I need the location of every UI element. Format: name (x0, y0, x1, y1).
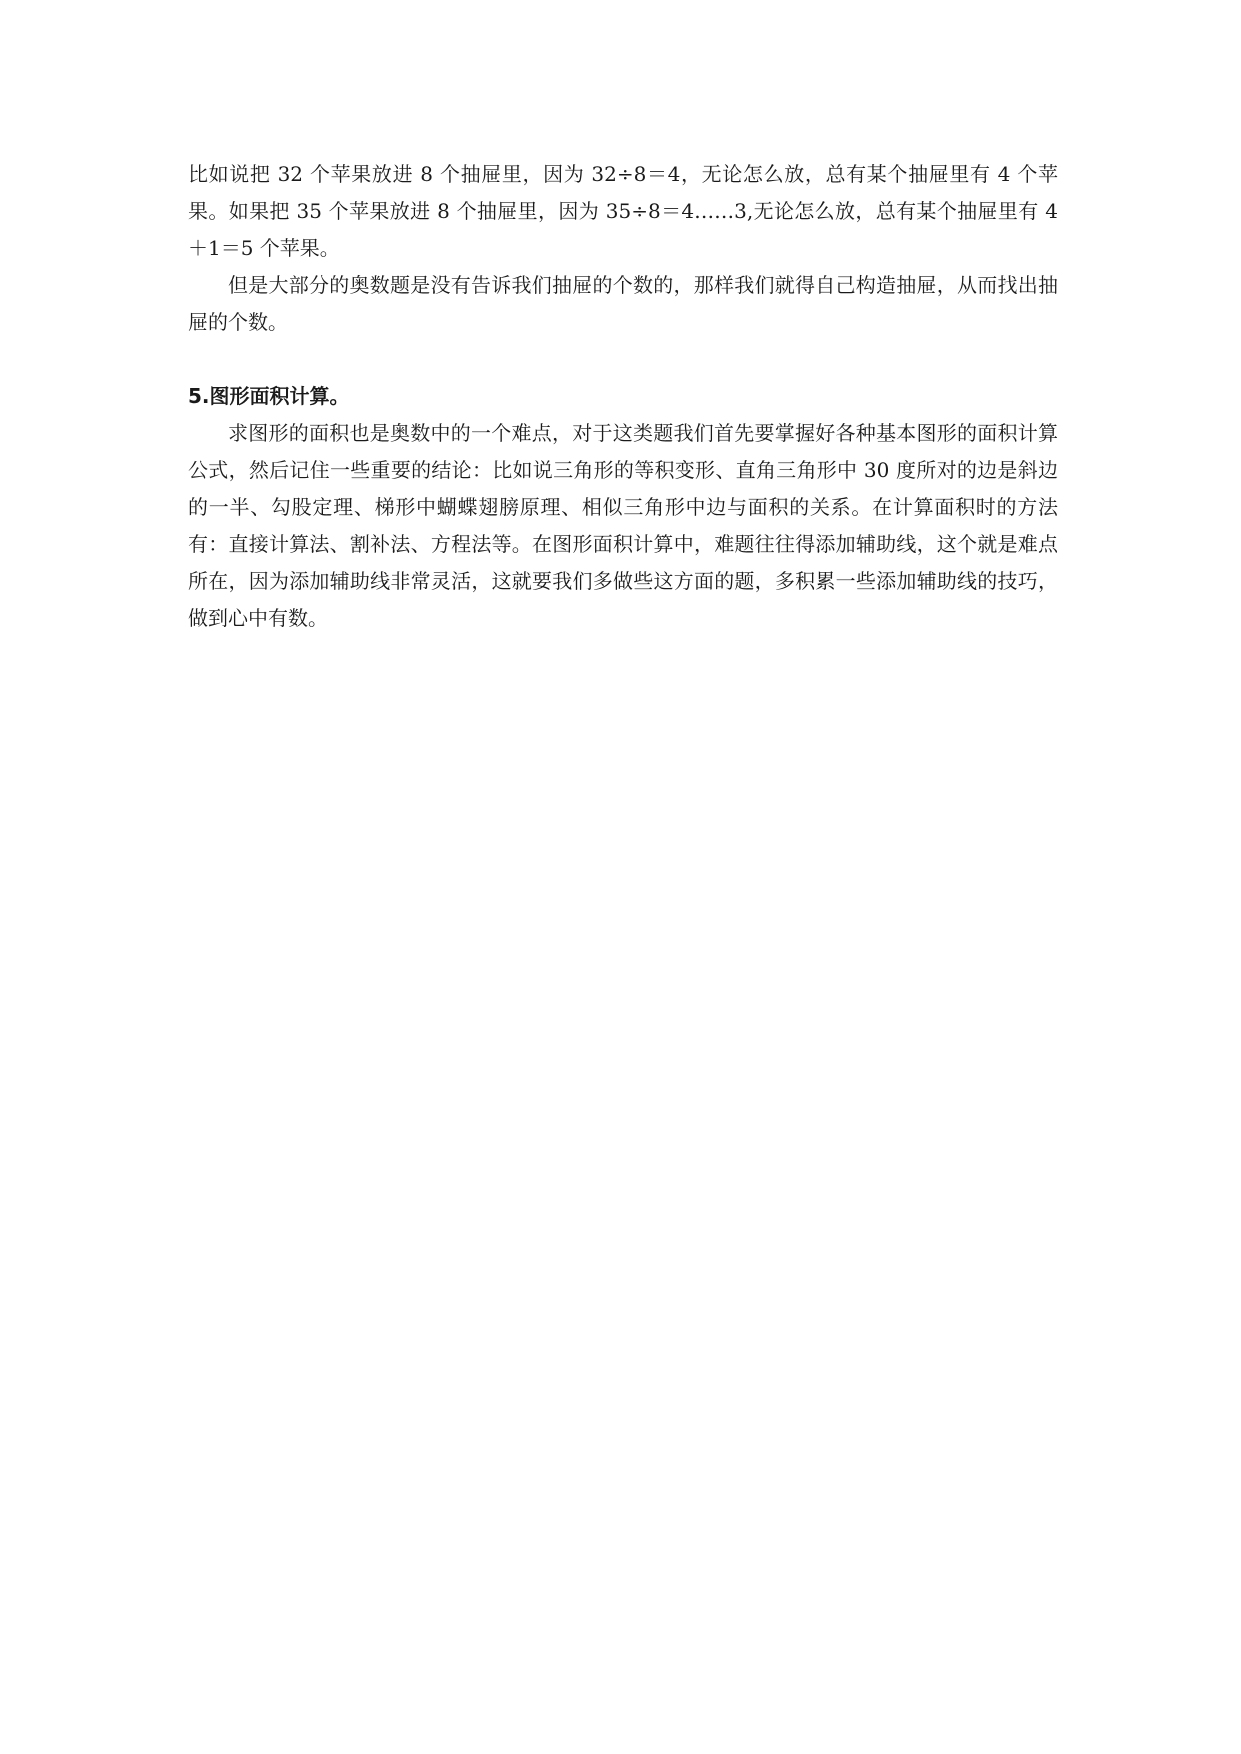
paragraph-construct-drawers: 但是大部分的奥数题是没有告诉我们抽屉的个数的，那样我们就得自己构造抽屉，从而找出抽屉的个数。 (188, 273, 1058, 334)
document-page (188, 156, 1058, 637)
paragraph-pigeonhole-example: 比如说把 32 个苹果放进 8 个抽屉里，因为 32÷8＝4，无论怎么放，总有某个抽屉里有 4 个苹果。如果把 35 个苹果放进 8 个抽屉里，因为 35÷8＝4……3,无论怎么放，总有某个抽屉里有 4＋1＝5 个苹果。 (188, 162, 1058, 260)
section-title-area-calculation: 5.图形面积计算。 (188, 384, 350, 408)
paragraph-area-calculation: 求图形的面积也是奥数中的一个难点，对于这类题我们首先要掌握好各种基本图形的面积计算公式，然后记住一些重要的结论：比如说三角形的等积变形、直角三角形中 30 度所对的边是斜边的一半、勾股定理、梯形中蝴蝶翅膀原理、相似三角形中边与面积的关系。在计算面积时的方法有：直接计算法、割补法、方程法等。在图形面积计算中，难题往往得添加辅助线，这个就是难点所在，因为添加辅助线非常灵活，这就要我们多做些这方面的题，多积累一些添加辅助线的技巧，做到心中有数。 (188, 421, 1058, 630)
